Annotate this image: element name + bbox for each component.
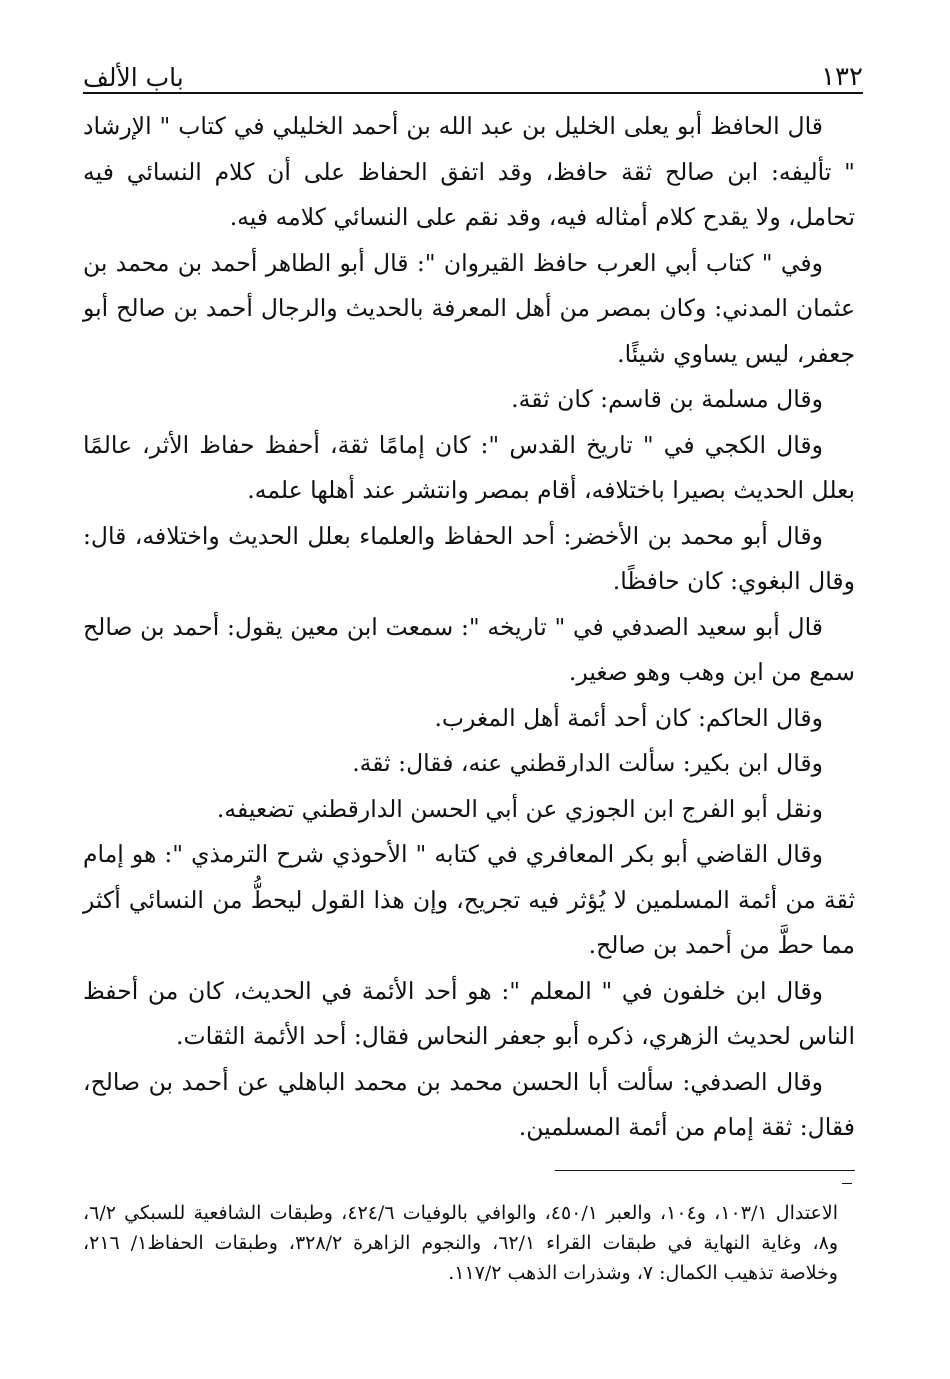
paragraph: وقال الكجي في " تاريخ القدس ": كان إمامًا ثقة، أحفظ حفاظ الأثر، عالمًا بعلل الحديث بصيرا باختلافه، أقام بمصر وانتشر عند أهلها علمه. [83, 430, 855, 504]
chapter-title: باب الألف [83, 63, 184, 92]
page-number: ١٣٢ [821, 62, 863, 92]
paragraph: وقال الصدفي: سألت أبا الحسن محمد بن محمد الباهلي عن أحمد بن صالح، فقال: ثقة إمام من أئمة المسلمين. [83, 1067, 855, 1141]
paragraph: وقال ابن خلفون في " المعلم ": هو أحد الأئمة في الحديث، كان من أحفظ الناس لحديث الزهري، ذكره أبو جعفر النحاس فقال: أحد الأئمة الثقات. [83, 976, 855, 1050]
paragraph: وقال مسلمة بن قاسم: كان ثقة. [511, 385, 823, 413]
paragraph: وفي " كتاب أبي العرب حافظ القيروان ": قال أبو الطاهر أحمد بن محمد بن عثمان المدني: وكان بمصر من أهل المعرفة بالحديث والرجال أحمد بن صالح أبو جعفر، ليس يساوي شيئًا. [83, 248, 855, 368]
paragraph: وقال الحاكم: كان أحد أئمة أهل المغرب. [434, 703, 823, 732]
footnote-marker [842, 1183, 852, 1184]
paragraph: قال أبو سعيد الصدفي في " تاريخه ": سمعت ابن معين يقول: أحمد بن صالح سمع من ابن وهب وهو صغير. [83, 612, 855, 686]
paragraph: وقال القاضي أبو بكر المعافري في كتابه " الأحوذي شرح الترمذي ": هو إمام ثقة من أئمة المسلمين لا يُؤثر فيه تجريح، وإن هذا القول ليحطُّ من النسائي أكثر مما حطَّ من أحمد بن صالح. [83, 840, 855, 959]
paragraph: وقال أبو محمد بن الأخضر: أحد الحفاظ والعلماء بعلل الحديث واختلافه، قال: وقال البغوي: كان حافظًا. [83, 521, 855, 595]
paragraph: قال الحافظ أبو يعلى الخليل بن عبد الله بن أحمد الخليلي في كتاب " الإرشاد " تأليفه: ابن صالح ثقة حافظ، وقد اتفق الحفاظ على أن كلام النسائي فيه تحامل، ولا يقدح كلام أمثاله فيه، وقد نقم على النسائي كلامه فيه. [83, 112, 855, 231]
main-text [83, 104, 855, 1151]
footnote-divider [555, 1170, 855, 1171]
paragraph: ونقل أبو الفرج ابن الجوزي عن أبي الحسن الدارقطني تضعيفه. [216, 794, 823, 823]
footnote-text: الاعتدال ١٠٣/١، و١٠٤، والعبر ٤٥٠/١، والوافي بالوفيات ٤٢٤/٦، وطبقات الشافعية للسبكي ٦/٢، و٨، وغاية النهاية في طبقات القراء ٦٢/١، والنجوم الزاهرة ٣٢٨/٢، وطبقات الحفاظ١/ ٢١٦، وخلاصة تذهيب الكمال: ٧، وشذرات الذهب ١١٧/٢. [83, 1202, 839, 1284]
page-header [83, 52, 863, 94]
paragraph: وقال ابن بكير: سألت الدارقطني عنه، فقال: ثقة. [352, 749, 823, 777]
